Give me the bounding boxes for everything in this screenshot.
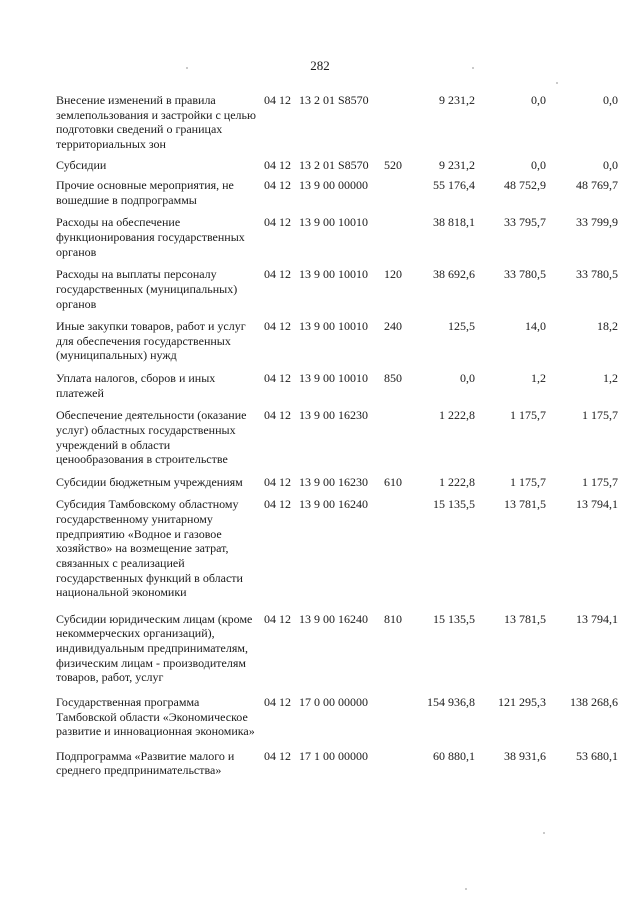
- row-article: 13 9 00 16240: [299, 497, 368, 512]
- row-expense-type: 520: [384, 157, 402, 172]
- row-value-year1: 15 135,5: [433, 497, 475, 512]
- row-value-year2: 33 780,5: [504, 267, 546, 282]
- table-row: [0, 371, 640, 400]
- row-value-year3: 0,0: [603, 93, 618, 107]
- row-name: Расходы на обеспечение функционирования государственных органов: [56, 215, 245, 259]
- row-value-year2: 0,0: [531, 157, 546, 172]
- row-article: 17 1 00 00000: [299, 748, 368, 763]
- row-name: Субсидия Тамбовскому областному государственному унитарному предприятию «Водное и газовое хозяйство» на возмещение затрат, связанных с реализацией государственных функций в области национальной экономики: [56, 497, 243, 600]
- row-value-year3: 0,0: [603, 157, 618, 172]
- table-row: [0, 93, 640, 152]
- row-value-year3: 13 794,1: [576, 611, 618, 626]
- row-value-year1: 38 692,6: [433, 267, 475, 282]
- row-name: Субсидии: [56, 157, 107, 172]
- row-name: Подпрограмма «Развитие малого и среднего предпринимательства»: [56, 748, 235, 778]
- row-section: 04 12: [264, 497, 291, 512]
- row-value-year2: 1 175,7: [510, 408, 546, 423]
- row-article: 13 9 00 10010: [299, 319, 368, 334]
- row-value-year1: 9 231,2: [439, 157, 475, 172]
- row-value-year3: 1,2: [603, 371, 618, 385]
- row-value-year1: 9 231,2: [439, 93, 475, 107]
- table-row: [0, 695, 640, 739]
- scan-speck: [472, 67, 474, 69]
- scan-speck: [543, 832, 545, 834]
- row-value-year3: 1 175,7: [582, 474, 618, 489]
- table-row: [0, 178, 640, 207]
- row-value-year3: 53 680,1: [576, 748, 618, 763]
- row-name: Внесение изменений в правила землепользования и застройки с целью подготовки сведений о границах территориальных зон: [56, 93, 256, 151]
- row-value-year2: 38 931,6: [504, 748, 546, 763]
- row-article: 13 9 00 00000: [299, 178, 368, 193]
- row-value-year1: 154 936,8: [427, 694, 475, 709]
- row-value-year3: 33 780,5: [576, 267, 618, 282]
- table-row: [0, 319, 640, 363]
- scan-speck: [556, 82, 558, 84]
- row-article: 13 9 00 10010: [299, 371, 368, 385]
- row-article: 13 9 00 10010: [299, 215, 368, 230]
- row-article: 13 9 00 10010: [299, 267, 368, 282]
- row-value-year1: 1 222,8: [439, 474, 475, 489]
- row-value-year3: 1 175,7: [582, 408, 618, 423]
- table-row: [0, 408, 640, 467]
- row-name: Прочие основные мероприятия, не вошедшие в подпрограммы: [56, 178, 234, 207]
- row-section: 04 12: [264, 371, 291, 385]
- row-name: Обеспечение деятельности (оказание услуг) областных государственных учреждений в области ценообразования в строительстве: [56, 408, 247, 467]
- row-article: 13 9 00 16240: [299, 611, 368, 626]
- row-section: 04 12: [264, 408, 291, 423]
- row-expense-type: 240: [384, 319, 402, 334]
- row-section: 04 12: [264, 215, 291, 230]
- table-row: [0, 267, 640, 311]
- table-row: [0, 749, 640, 778]
- row-article: 13 9 00 16230: [299, 474, 368, 489]
- table-row: [0, 497, 640, 599]
- row-expense-type: 850: [384, 371, 402, 385]
- row-value-year3: 18,2: [597, 319, 618, 334]
- row-expense-type: 120: [384, 267, 402, 282]
- row-value-year1: 1 222,8: [439, 408, 475, 423]
- row-section: 04 12: [264, 611, 291, 626]
- row-name: Расходы на выплаты персоналу государственных (муниципальных) органов: [56, 267, 238, 311]
- row-value-year2: 33 795,7: [504, 215, 546, 230]
- row-value-year3: 48 769,7: [576, 178, 618, 193]
- row-article: 13 2 01 S8570: [299, 93, 369, 107]
- row-value-year2: 14,0: [525, 319, 546, 334]
- table-row: [0, 475, 640, 490]
- row-value-year1: 0,0: [460, 371, 475, 385]
- scan-speck: [465, 888, 467, 890]
- row-value-year3: 138 268,6: [570, 694, 618, 709]
- row-expense-type: 810: [384, 611, 402, 626]
- row-value-year2: 13 781,5: [504, 497, 546, 512]
- row-value-year2: 48 752,9: [504, 178, 546, 193]
- row-name: Субсидии юридическим лицам (кроме некоммерческих организаций), индивидуальным предпринимателям, физическим лицам - производителям товаров, работ, услуг: [56, 611, 253, 685]
- row-value-year3: 13 794,1: [576, 497, 618, 512]
- row-name: Субсидии бюджетным учреждениям: [56, 474, 243, 489]
- row-section: 04 12: [264, 319, 291, 334]
- row-section: 04 12: [264, 694, 291, 709]
- table-row: [0, 612, 640, 685]
- row-name: Государственная программа Тамбовской области «Экономическое развитие и инновационная экономика»: [56, 694, 255, 739]
- row-value-year2: 13 781,5: [504, 611, 546, 626]
- row-section: 04 12: [264, 474, 291, 489]
- row-value-year2: 1 175,7: [510, 474, 546, 489]
- row-expense-type: 610: [384, 474, 402, 489]
- row-section: 04 12: [264, 93, 291, 107]
- row-value-year1: 15 135,5: [433, 611, 475, 626]
- row-name: Уплата налогов, сборов и иных платежей: [56, 371, 216, 400]
- page-number: 282: [310, 58, 330, 73]
- row-value-year1: 38 818,1: [433, 215, 475, 230]
- row-section: 04 12: [264, 178, 291, 193]
- row-section: 04 12: [264, 267, 291, 282]
- row-value-year2: 0,0: [531, 93, 546, 107]
- row-value-year3: 33 799,9: [576, 215, 618, 230]
- row-value-year1: 60 880,1: [433, 748, 475, 763]
- row-name: Иные закупки товаров, работ и услуг для обеспечения государственных (муниципальных) нужд: [56, 319, 246, 363]
- row-article: 13 9 00 16230: [299, 408, 368, 423]
- row-value-year1: 125,5: [448, 319, 475, 334]
- row-value-year2: 1,2: [531, 371, 546, 385]
- row-section: 04 12: [264, 748, 291, 763]
- table-row: [0, 215, 640, 259]
- table-row: [0, 158, 640, 173]
- row-article: 17 0 00 00000: [299, 694, 368, 709]
- budget-table: [0, 93, 640, 778]
- scan-speck: [186, 67, 188, 69]
- row-value-year2: 121 295,3: [498, 694, 546, 709]
- row-section: 04 12: [264, 157, 291, 172]
- row-value-year1: 55 176,4: [433, 178, 475, 193]
- row-article: 13 2 01 S8570: [299, 157, 369, 172]
